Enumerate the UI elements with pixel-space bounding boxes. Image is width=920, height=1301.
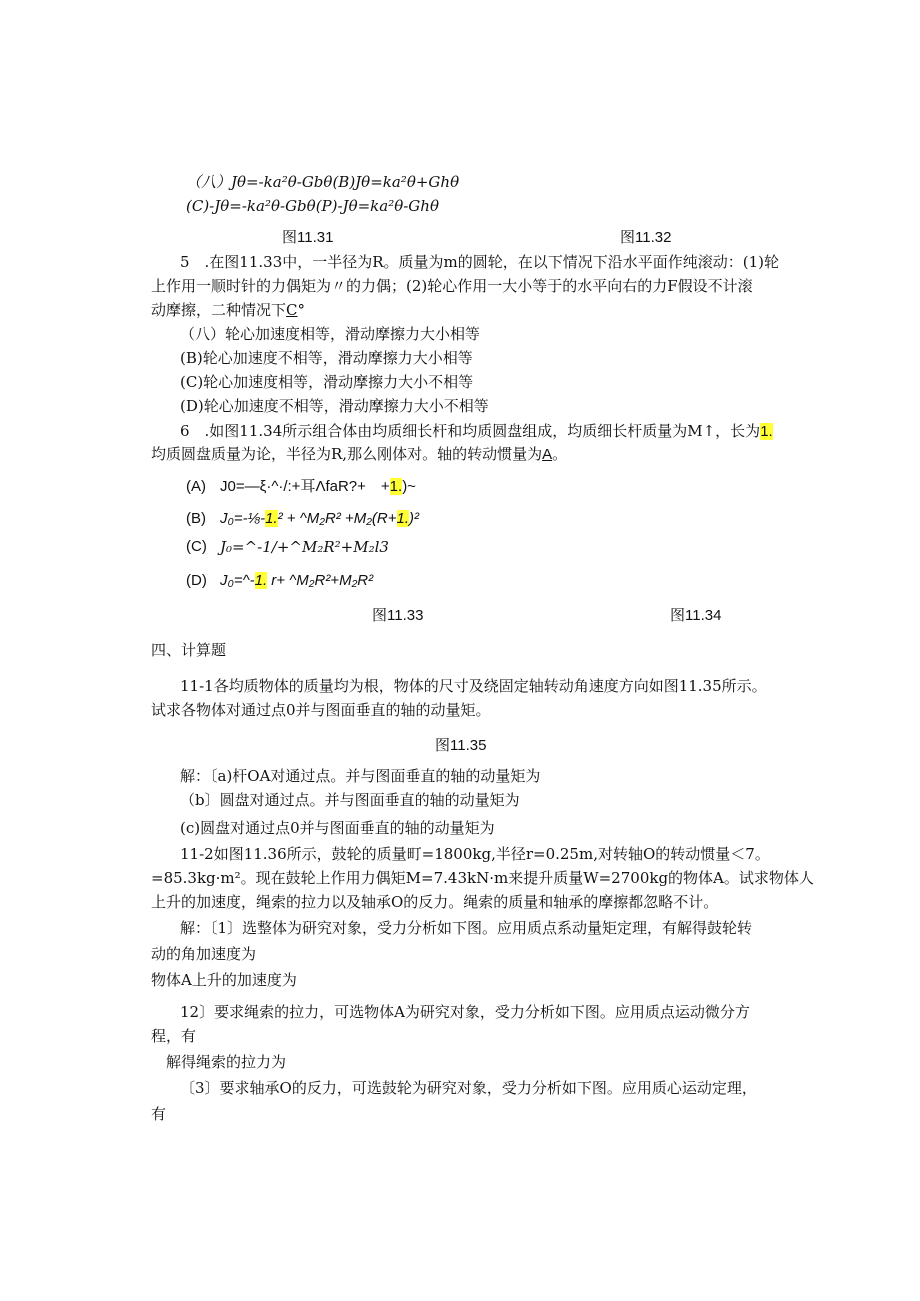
q5-option-c: (C)轮心加速度相等，滑动摩擦力大小不相等 (180, 373, 474, 391)
highlight-mark: 1. (265, 510, 278, 527)
q6-option-c-formula: J₀=^-1/+^M₂R²+M₂l3 (220, 538, 389, 556)
q5-line3-text: 动摩擦，二种情况下 (151, 301, 287, 319)
q6-option-b-formula (220, 509, 419, 529)
q6-line1 (180, 421, 773, 442)
q6-answer: A (542, 446, 553, 463)
highlight-mark: 1. (396, 510, 410, 527)
p11-2-step3-line2: 有 (151, 1105, 167, 1123)
formula-part: r+ ^M₂R²+M₂R² (267, 572, 374, 589)
q6-option-d-formula (220, 571, 373, 591)
figure-caption-11-33: 图11.33 (372, 607, 424, 624)
q5-option-a: （八）轮心加速度相等，滑动摩擦力大小相等 (180, 325, 481, 343)
q6-option-c-label: (C) (186, 538, 207, 555)
p11-2-step1-line1: 解：〔1〕选整体为研究对象，受力分析如下图。应用质点系动量矩定理，有解得鼓轮转 (180, 919, 753, 937)
formula-part: J0=—ξ·^·/:+耳ΛfaR?+ + (220, 478, 390, 495)
q6-line1-text: 6 .如图11.34所示组合体由均质细长杆和均质圆盘组成，均质细长杆质量为M↑，长为 (180, 422, 761, 440)
p11-1-line2: 试求各物体对通过点0并与图面垂直的轴的动量矩。 (151, 701, 491, 719)
p11-2-line1: 11-2如图11.36所示，鼓轮的质量町=1800kg,半径r=0.25m,对转轴O的转动惯量＜7。 (180, 845, 770, 863)
formula-part: ² + ^M₂R² +M₂(R+ (277, 510, 397, 527)
q6-line2-text: 均质圆盘质量为论，半径为R,那么刚体对。轴的转动惯量为 (151, 445, 543, 463)
figure-caption-11-34: 图11.34 (670, 607, 722, 624)
formula-part: )~ (402, 478, 416, 495)
q6-option-b-label: (B) (186, 510, 206, 527)
figure-caption-11-32: 图11.32 (620, 229, 672, 246)
figure-caption-11-31: 图11.31 (282, 229, 334, 246)
q5-option-d: (D)轮心加速度不相等，滑动摩擦力大小不相等 (180, 397, 489, 415)
q6-option-d-label: (D) (186, 572, 207, 589)
q4-options-line2: (C)-Jθ=-ka²θ-Gbθ(P)-Jθ=ka²θ-Ghθ (186, 197, 439, 215)
p11-2-step2-line3: 解得绳索的拉力为 (166, 1053, 287, 1071)
q5-line1: 5 .在图11.33中，一半径为R。质量为m的圆轮，在以下情况下沿水平面作纯滚动：(1)轮 (180, 253, 780, 271)
p11-2-step1-line2: 动的角加速度为 (151, 945, 257, 963)
q5-answer: C (286, 301, 298, 319)
p11-2-step3-line1: 〔3〕要求轴承O的反力，可选鼓轮为研究对象，受力分析如下图。应用质心运动定理， (180, 1079, 757, 1097)
q5-option-b: (B)轮心加速度不相等，滑动摩擦力大小相等 (180, 349, 473, 367)
formula-part: )² (409, 510, 420, 527)
p11-2-line3: 上升的加速度，绳索的拉力以及轴承O的反力。绳索的质量和轴承的摩擦都忽略不计。 (151, 893, 719, 911)
q5-line3 (151, 300, 305, 320)
highlight-mark: 1. (760, 423, 773, 440)
q6-option-a-formula (220, 477, 416, 497)
p11-2-step1-line3: 物体A上升的加速度为 (151, 971, 297, 989)
p11-1-solution-b: （b〕圆盘对通过点。并与图面垂直的轴的动量矩为 (180, 791, 520, 809)
q5-line3-end: ° (297, 301, 305, 319)
p11-1-solution-a: 解：〔a)杆OA对通过点。并与图面垂直的轴的动量矩为 (180, 767, 541, 785)
q6-option-a-label: (A) (186, 478, 206, 495)
p11-1-line1: 11-1各均质物体的质量均为根，物体的尺寸及绕固定轴转动角速度方向如图11.35所示。 (180, 677, 767, 695)
p11-2-line2: =85.3kg·m²。现在鼓轮上作用力偶矩M=7.43kN·m来提升质量W=2700kg的物体A。试求物体人 (151, 869, 814, 887)
highlight-mark: 1. (389, 478, 403, 495)
q4-options-line1: （八）Jθ=-ka²θ-Gbθ(B)Jθ=ka²θ+Ghθ (186, 173, 460, 191)
q6-line2 (151, 444, 567, 465)
p11-2-step2-line1: 12〕要求绳索的拉力，可选物体A为研究对象，受力分析如下图。应用质点运动微分方 (180, 1003, 750, 1021)
p11-2-step2-line2: 程，有 (151, 1027, 197, 1045)
q5-line2: 上作用一顺时针的力偶矩为〃的力偶；(2)轮心作用一大小等于的水平向右的力F假设不计滚 (151, 277, 753, 295)
section-title: 四、计算题 (151, 641, 227, 659)
q6-line2-end: 。 (552, 445, 568, 463)
highlight-mark: 1. (254, 572, 268, 589)
p11-1-solution-c: (c)圆盘对通过点0并与图面垂直的轴的动量矩为 (180, 819, 495, 837)
formula-part: J₀=^- (220, 572, 255, 589)
formula-part: J₀=-⅛- (220, 510, 266, 527)
figure-caption-11-35: 图11.35 (435, 737, 487, 754)
